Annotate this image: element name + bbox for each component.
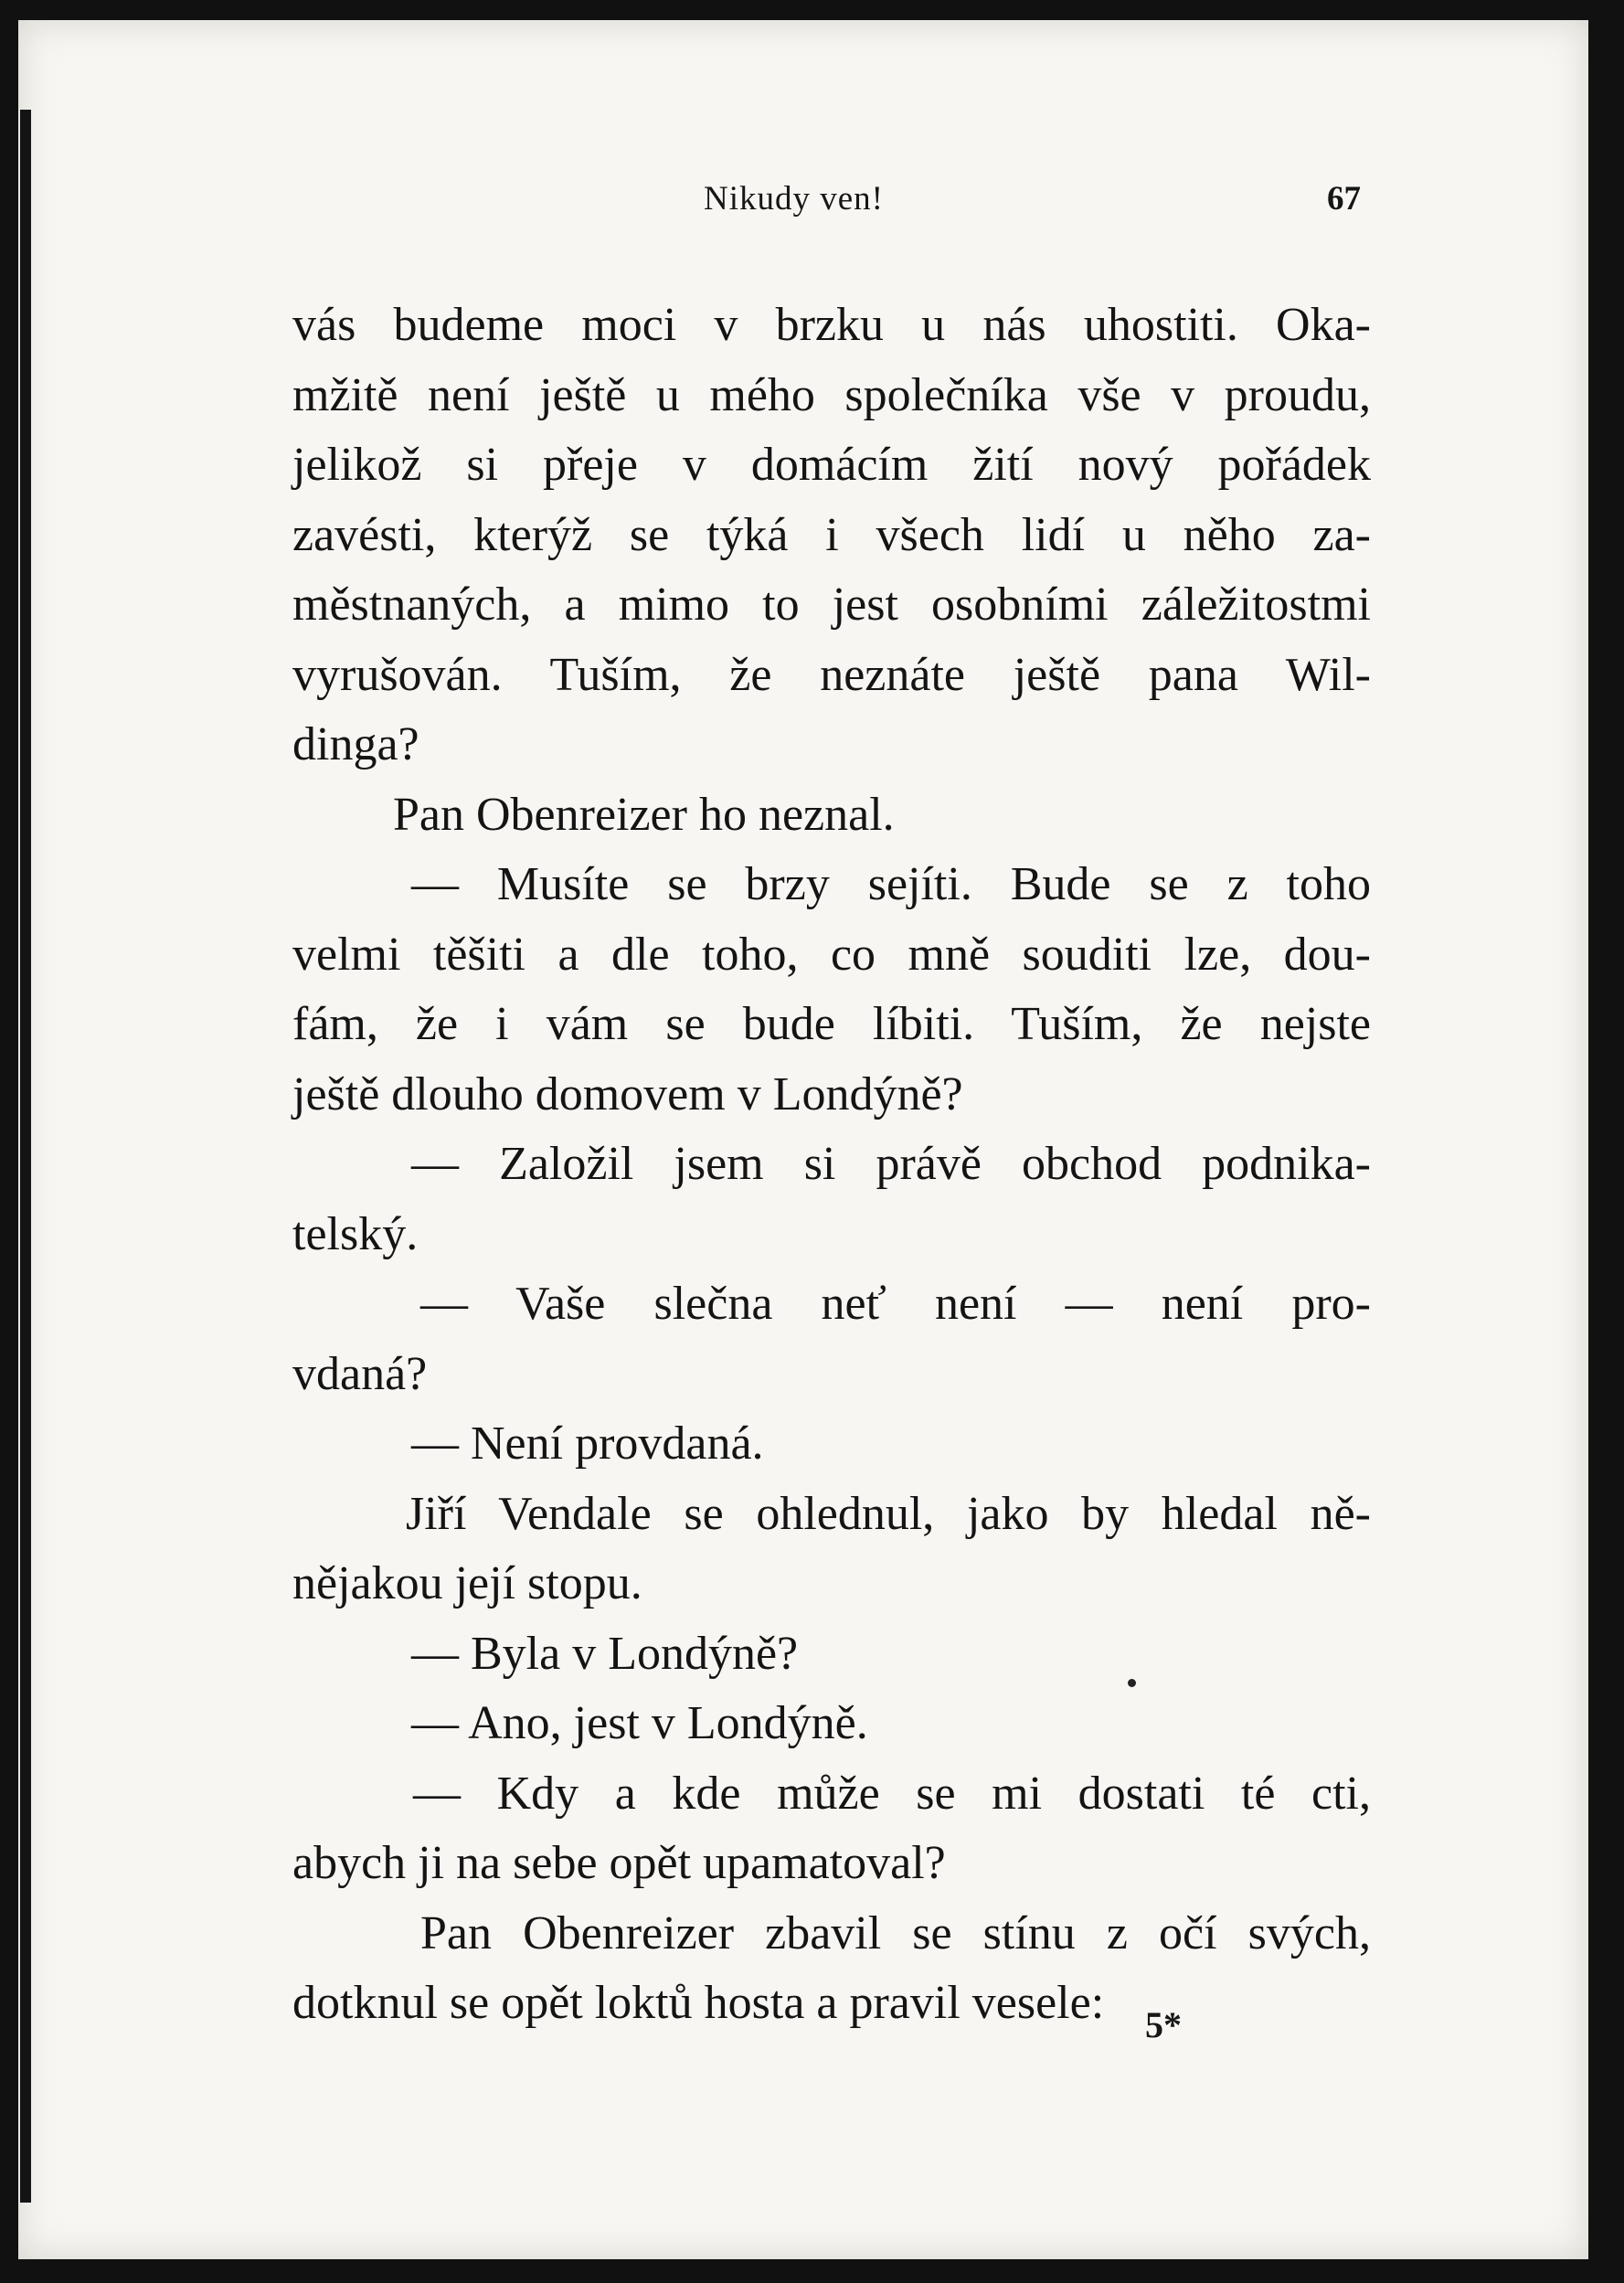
text-line: abych ji na sebe opět upamatoval? <box>292 1837 946 1889</box>
text-line: mžitě není ještě u mého společníka vše v proudu, <box>292 368 1371 421</box>
ink-speck <box>1128 1679 1136 1687</box>
page-number: 67 <box>1327 180 1361 218</box>
text-line: městnaných, a mimo to jest osobními záležitostmi <box>292 579 1371 631</box>
text-line: — Musíte se brzy sejíti. Bude se z toho <box>411 858 1371 910</box>
text-line: dinga? <box>292 718 419 770</box>
text-line: — Ano, jest v Londýně. <box>411 1697 868 1749</box>
text-line: — Založil jsem si právě obchod podnika- <box>411 1138 1371 1190</box>
binding-shadow <box>20 110 31 2203</box>
text-line: — Kdy a kde může se mi dostati té cti, <box>413 1767 1371 1820</box>
text-line: telský. <box>292 1207 419 1260</box>
text-line: Pan Obenreizer ho neznal. <box>393 788 895 841</box>
text-line: nějakou její stopu. <box>292 1557 642 1609</box>
signature-mark: 5* <box>1145 2004 1182 2045</box>
body-text <box>292 291 1371 2039</box>
text-line: velmi těšiti a dle toho, co mně souditi lze, dou- <box>292 928 1371 981</box>
running-head <box>0 179 1624 234</box>
text-line: Jiří Vendale se ohlednul, jako by hledal ně- <box>406 1487 1371 1540</box>
text-line: vyrušován. Tuším, že neznáte ještě pana Wil- <box>292 648 1371 701</box>
text-line: dotknul se opět loktů hosta a pravil vesele: <box>292 1977 1105 2029</box>
text-line: zavésti, kterýž se týká i všech lidí u něho za- <box>292 508 1371 561</box>
text-line: — Není provdaná. <box>411 1418 764 1470</box>
text-line: — Byla v Londýně? <box>411 1627 799 1680</box>
text-line: vás budeme moci v brzku u nás uhostiti. Oka- <box>292 299 1371 351</box>
text-line: — Vaše slečna neť není — není pro- <box>420 1278 1371 1330</box>
running-title: Nikudy ven! <box>704 180 884 218</box>
text-line: vdaná? <box>292 1347 428 1400</box>
text-line: jelikož si přeje v domácím žití nový pořádek <box>292 439 1371 491</box>
text-line: Pan Obenreizer zbavil se stínu z očí svých, <box>420 1906 1371 1959</box>
text-line: ještě dlouho domovem v Londýně? <box>292 1067 963 1120</box>
text-line: fám, že i vám se bude líbiti. Tuším, že nejste <box>292 998 1371 1050</box>
